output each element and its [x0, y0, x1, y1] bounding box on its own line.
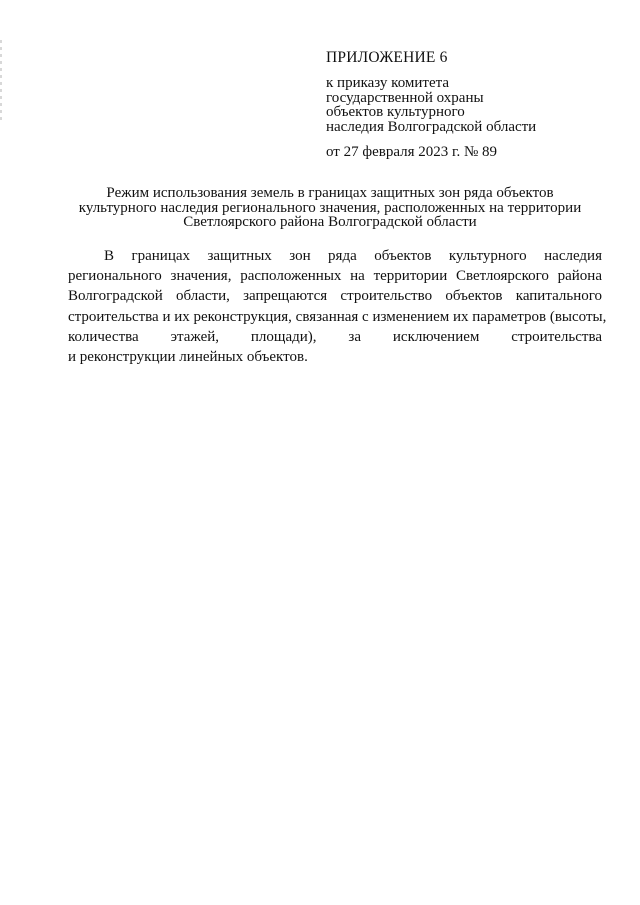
appendix-line: объектов культурного: [326, 104, 465, 120]
appendix-date: от 27 февраля 2023 г. № 89: [326, 144, 498, 160]
appendix-title: ПРИЛОЖЕНИЕ 6: [326, 49, 448, 66]
scan-edge-artifact: [0, 40, 2, 120]
appendix-line: наследия Волгоградской области: [326, 118, 537, 135]
heading-line: Режим использования земель в границах защитных зон ряда объектов: [106, 185, 554, 201]
heading-line: Светлоярского района Волгоградской области: [183, 214, 477, 230]
body-line: Волгоградской области, запрещаются строительство объектов капитального: [68, 288, 602, 305]
document-heading: [40, 186, 620, 230]
appendix-line: государственной охраны: [326, 89, 484, 106]
body-line: строительства и их реконструкция, связанная с изменением их параметров (высоты,: [68, 308, 607, 325]
body-line: регионального значения, расположенных на территории Светлоярского района: [68, 268, 602, 285]
appendix-block: [326, 50, 616, 160]
body-line: и реконструкции линейных объектов.: [68, 348, 308, 365]
heading-line: культурного наследия регионального значения, расположенных на территории: [78, 199, 582, 216]
body-line: В границах защитных зон ряда объектов культурного наследия: [104, 248, 602, 264]
body-paragraph: [68, 246, 607, 367]
appendix-line: к приказу комитета: [326, 75, 450, 91]
body-line: количества этажей, площади), за исключением строительства: [68, 328, 602, 345]
